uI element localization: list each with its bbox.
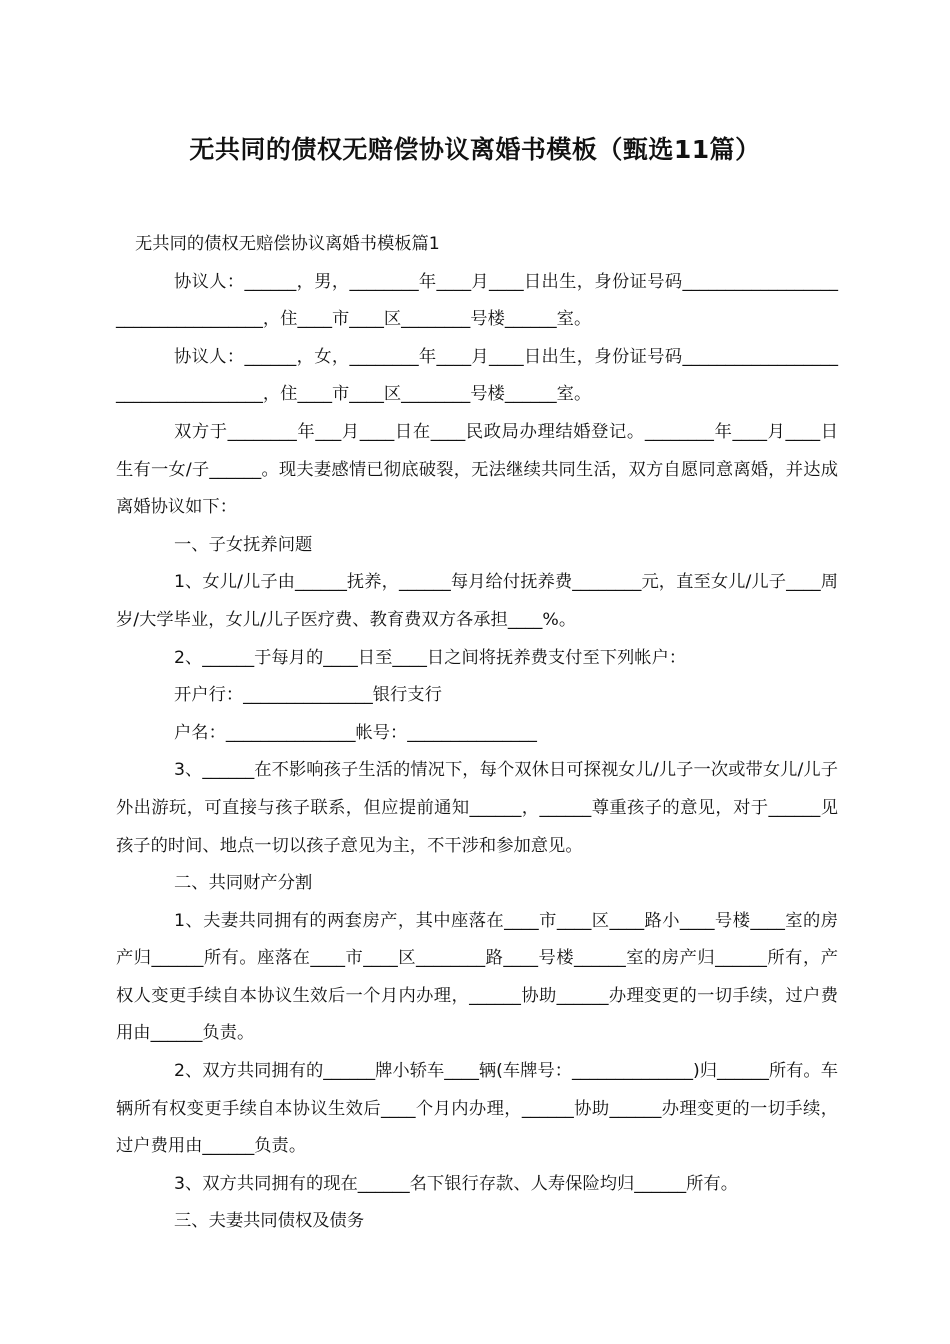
account-name-line: 户名：_______________帐号：_______________ xyxy=(174,722,537,743)
heading-debts: 三、夫妻共同债权及债务 xyxy=(174,1211,365,1232)
heading-child-custody: 一、子女抚养问题 xyxy=(174,534,313,555)
custody-clause-1: 1、女儿/儿子由______抚养，______每月给付抚养费________元，直至女儿/儿子____周岁/大学毕业，女儿/儿子医疗费、教育费双方各承担____%。 xyxy=(116,572,838,630)
custody-clause-3: 3、______在不影响孩子生活的情况下，每个双休日可探视女儿/儿子一次或带女儿/儿子外出游玩，可直接与孩子联系，但应提前通知______，______尊重孩子的意见，对于______见孩子的时间、地点一切以孩子意见为主，不干涉和参加意见。 xyxy=(116,760,838,856)
party-male-paragraph: 协议人：______，男，________年____月____日出生，身份证号码___________________________________，住____市____区________号楼______室。 xyxy=(116,271,838,330)
custody-clause-2: 2、______于每月的____日至____日之间将抚养费支付至下列帐户： xyxy=(174,647,687,668)
property-clause-2: 2、双方共同拥有的______牌小轿车____辆(车牌号：______________)归______所有。车辆所有权变更手续自本协议生效后____个月内办理，______协助______办理变更的一切手续，过户费用由______负责。 xyxy=(116,1061,838,1157)
property-clause-3: 3、双方共同拥有的现在______名下银行存款、人寿保险均归______所有。 xyxy=(174,1173,738,1194)
party-female-paragraph: 协议人：______，女，________年____月____日出生，身份证号码___________________________________，住____市____区________号楼______室。 xyxy=(116,346,838,405)
document-body xyxy=(116,226,838,1241)
section-subtitle: 无共同的债权无赔偿协议离婚书模板篇1 xyxy=(135,234,440,254)
bank-branch-line: 开户行：_______________银行支行 xyxy=(174,685,442,706)
property-clause-1: 1、夫妻共同拥有的两套房产，其中座落在____市____区____路小____号楼____室的房产归______所有。座落在____市____区________路____号楼______室的房产归______所有，产权人变更手续自本协议生效后一个月内办理，______协助______办理变更的一切手续，过户费用由______负责。 xyxy=(116,910,838,1044)
heading-property-division: 二、共同财产分割 xyxy=(174,873,313,894)
marriage-info-paragraph: 双方于________年___月____日在____民政局办理结婚登记。________年____月____日生有一女/子______。现夫妻感情已彻底破裂，无法继续共同生活，双方自愿同意离婚，并达成离婚协议如下： xyxy=(116,421,838,518)
document-title: 无共同的债权无赔偿协议离婚书模板（甄选11篇） xyxy=(189,135,761,164)
